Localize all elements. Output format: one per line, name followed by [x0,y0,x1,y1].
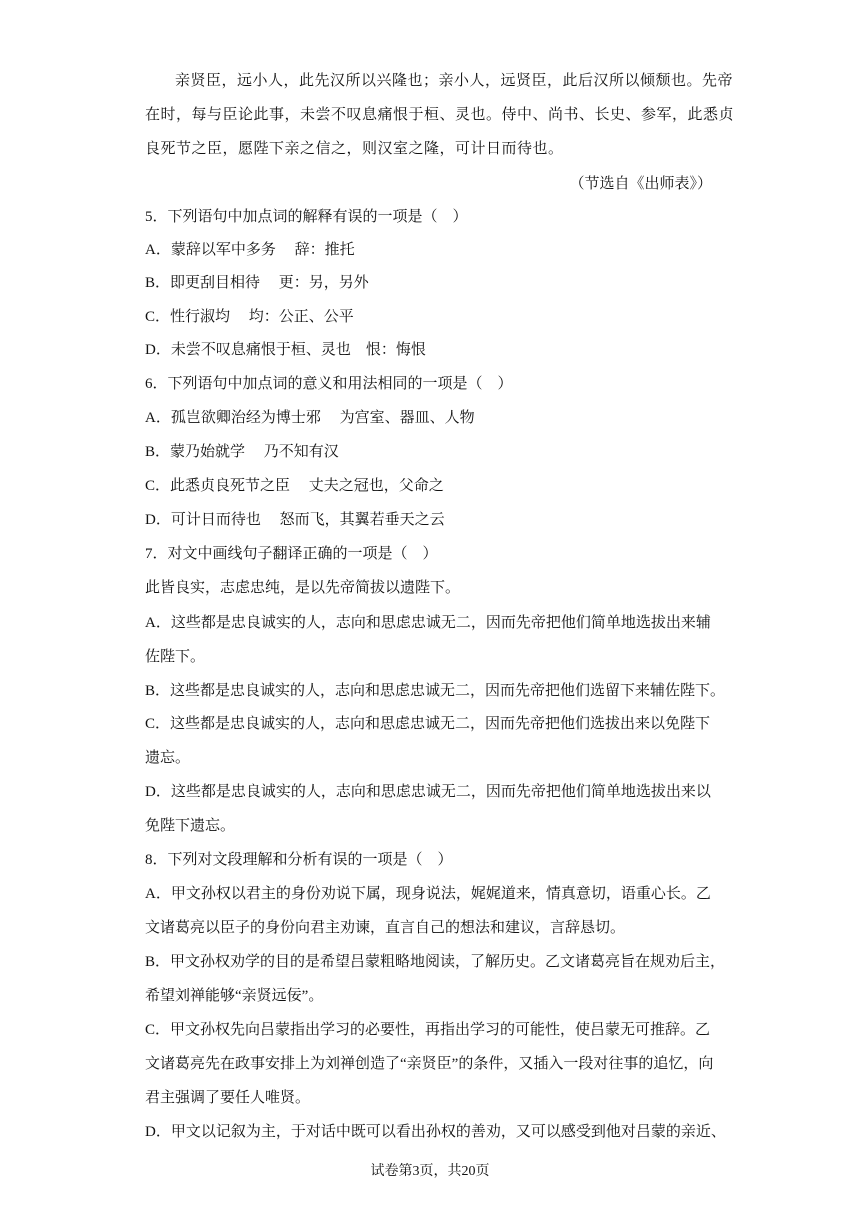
question-8-option-c-line-3: 君主强调了要任人唯贤。 [145,1090,311,1106]
question-7-sentence: 此皆良实，志虑忠纯，是以先帝简拔以遗陛下。 [145,580,461,596]
question-5-stem: 5．下列语句中加点词的解释有误的一项是（ ） [145,209,468,225]
question-8-option-a-line-1: A．甲文孙权以君主的身份劝说下属，现身说法，娓娓道来，情真意切，语重心长。乙 [145,886,711,902]
question-7-stem: 7．对文中画线句子翻译正确的一项是（ ） [145,546,438,562]
question-7-option-d-line-2: 免陛下遗忘。 [145,818,236,834]
question-6-stem: 6．下列语句中加点词的意义和用法相同的一项是（ ） [145,376,513,392]
passage-line-1: 亲贤臣，远小人，此先汉所以兴隆也；亲小人，远贤臣，此后汉所以倾颓也。先帝 [175,71,734,89]
passage-line-2: 在时，每与臣论此事，未尝不叹息痛恨于桓、灵也。侍中、尚书、长史、参军，此悉贞 [145,105,735,123]
question-8-option-a-line-2: 文诸葛亮以臣子的身份向君主劝谏，直言自己的想法和建议，言辞恳切。 [145,920,626,936]
question-7-option-b: B．这些都是忠良诚实的人，志向和思虑忠诚无二，因而先帝把他们选留下来辅佐陛下。 [145,683,726,699]
question-8-option-c-line-1: C．甲文孙权先向吕蒙指出学习的必要性，再指出学习的可能性，使吕蒙无可推辞。乙 [145,1022,711,1038]
question-7-option-c-line-1: C．这些都是忠良诚实的人，志向和思虑忠诚无二，因而先帝把他们选拔出来以免陛下 [145,716,711,732]
question-8-option-b-line-2: 希望刘禅能够“亲贤远佞”。 [145,988,324,1004]
question-5-option-c: C．性行淑均 均：公正、公平 [145,309,354,325]
question-8-option-d-line-1: D．甲文以记叙为主，于对话中既可以看出孙权的善劝，又可以感受到他对吕蒙的亲近、 [145,1124,726,1140]
question-7-option-d-line-1: D．这些都是忠良诚实的人，志向和思虑忠诚无二，因而先帝把他们简单地选拔出来以 [145,784,711,800]
question-7-option-a-line-1: A．这些都是忠良诚实的人，志向和思虑忠诚无二，因而先帝把他们简单地选拔出来辅 [145,615,711,631]
question-6-option-b: B．蒙乃始就学 乃不知有汉 [145,444,339,460]
question-5-option-d: D．未尝不叹息痛恨于桓、灵也 恨：悔恨 [145,342,426,358]
question-7-option-a-line-2: 佐陛下。 [145,649,206,665]
question-5-option-b: B．即更刮目相待 更：另，另外 [145,275,369,291]
question-7-option-c-line-2: 遗忘。 [145,750,191,766]
passage-line-3: 良死节之臣，愿陛下亲之信之，则汉室之隆，可计日而待也。 [145,139,564,157]
question-6-option-d: D．可计日而待也 怒而飞，其翼若垂天之云 [145,512,445,528]
question-5-option-a: A．蒙辞以军中多务 辞：推托 [145,242,355,258]
question-6-option-c: C．此悉贞良死节之臣 丈夫之冠也，父命之 [145,478,444,494]
passage-source: （节选自《出师表》） [569,176,712,192]
question-8-stem: 8．下列对文段理解和分析有误的一项是（ ） [145,852,453,868]
question-8-option-c-line-2: 文诸葛亮先在政事安排上为刘禅创造了“亲贤臣”的条件，又插入一段对往事的追忆，向 [145,1056,714,1072]
page-footer: 试卷第3页，共20页 [370,1164,490,1179]
question-8-option-b-line-1: B．甲文孙权劝学的目的是希望吕蒙粗略地阅读，了解历史。乙文诸葛亮旨在规劝后主， [145,954,726,970]
question-6-option-a: A．孤岂欲卿治经为博士邪 为宫室、器皿、人物 [145,410,475,426]
